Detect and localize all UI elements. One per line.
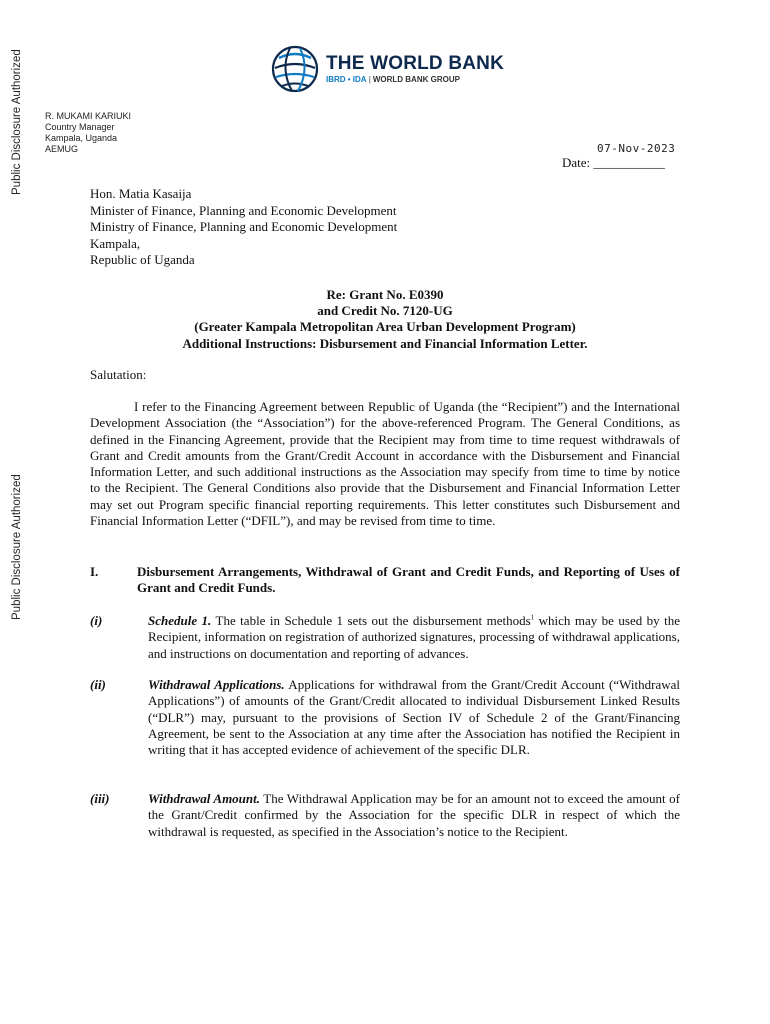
item-heading-2: Withdrawal Applications. xyxy=(148,677,285,692)
item-body-3: The Withdrawal Application may be for an amount not to exceed the amount of the Grant/Credit confirmed by the Association for the specific DLR in respect of which the withdrawal is requested, as specified in the Association’s notice to the Recipient. xyxy=(148,791,680,839)
addressee-name: Hon. Matia Kasaija xyxy=(90,186,192,201)
date-label: Date: ___________ xyxy=(562,155,665,170)
item-number-3: (iii) xyxy=(90,791,110,806)
sender-title: Country Manager xyxy=(45,122,115,132)
sender-name: R. MUKAMI KARIUKI xyxy=(45,111,132,121)
section-number: I. xyxy=(90,564,99,579)
item-number-1: (i) xyxy=(90,613,103,628)
section-title: Disbursement Arrangements, Withdrawal of Grant and Credit Funds, and Reporting of Uses of Grant and Credit Funds. xyxy=(137,564,680,596)
salutation: Salutation: xyxy=(90,367,147,382)
item-body-1a: The table in Schedule 1 sets out the disbursement methods xyxy=(211,613,531,628)
addressee-city: Kampala, xyxy=(90,235,141,251)
item-text-1 xyxy=(148,613,680,662)
item-body-1b: which may be used by the Recipient, information on registration of authorized signatures, processing of withdrawal applications, and instructions on documentation and reporting of advances. xyxy=(148,613,680,661)
logo-ibrd-ida: IBRD • IDA xyxy=(326,75,367,84)
world-bank-logo xyxy=(270,44,504,94)
addressee-title: Minister of Finance, Planning and Economic Development xyxy=(90,202,397,218)
disclosure-label-bottom: Public Disclosure Authorized xyxy=(11,474,23,620)
logo-separator: | xyxy=(368,75,371,84)
subject-credit: and Credit No. 7120-UG xyxy=(317,303,453,319)
subject-program: (Greater Kampala Metropolitan Area Urban Development Program) xyxy=(194,319,576,335)
subject-block xyxy=(90,287,680,352)
sender-location: Kampala, Uganda xyxy=(45,133,118,143)
item-text-2 xyxy=(148,677,680,758)
date-stamp: 07-Nov-2023 xyxy=(597,142,676,155)
sender-unit: AEMUG xyxy=(45,144,79,154)
addressee-country: Republic of Uganda xyxy=(90,252,195,267)
globe-icon xyxy=(270,44,320,94)
item-heading-1: Schedule 1. xyxy=(148,613,212,628)
item-number-2: (ii) xyxy=(90,677,106,692)
sender-block xyxy=(45,111,131,155)
addressee-ministry: Ministry of Finance, Planning and Economic Development xyxy=(90,219,398,234)
logo-title: THE WORLD BANK xyxy=(326,53,505,74)
footnote-marker: 1 xyxy=(530,613,535,622)
logo-subtitle xyxy=(326,75,504,84)
item-body-2: Applications for withdrawal from the Grant/Credit Account (“Withdrawal Applications”) of amounts of the Grant/Credit allocated to individual Disbursement Linked Results (“DLR”) may, pursuant to the provisions of Section IV of Schedule 2 of the Grant/Financing Agreement, be sent to the Association at any time after the Association has notified the Recipient in writing that it has accepted evidence of achievement of the specific DLR. xyxy=(148,677,680,758)
disclosure-label-top: Public Disclosure Authorized xyxy=(11,49,23,195)
logo-group: WORLD BANK GROUP xyxy=(372,75,460,84)
item-heading-3: Withdrawal Amount. xyxy=(148,791,261,806)
subject-title: Additional Instructions: Disbursement and Financial Information Letter. xyxy=(182,335,588,351)
subject-grant: Re: Grant No. E0390 xyxy=(326,287,444,302)
intro-paragraph-text: I refer to the Financing Agreement between Republic of Uganda (the “Recipient”) and the International Development Association (the “Association”) for the above-referenced Program. The General Conditions, as defined in the Financing Agreement, provide that the Recipient may from time to time request withdrawals of Grant and Credit amounts from the Grant/Credit Account in accordance with the Disbursement and Financial Information Letter, and such additional instructions as the Association may specify from time to time by notice to the Recipient. The General Conditions also provide that the Disbursement and Financial Information Letter may set out Program specific financial reporting requirements. This letter constitutes such Disbursement and Financial Information Letter (“DFIL”), and may be revised from time to time. xyxy=(90,399,680,529)
item-text-3 xyxy=(148,791,680,840)
intro-paragraph xyxy=(90,399,680,529)
addressee-block xyxy=(90,186,397,269)
